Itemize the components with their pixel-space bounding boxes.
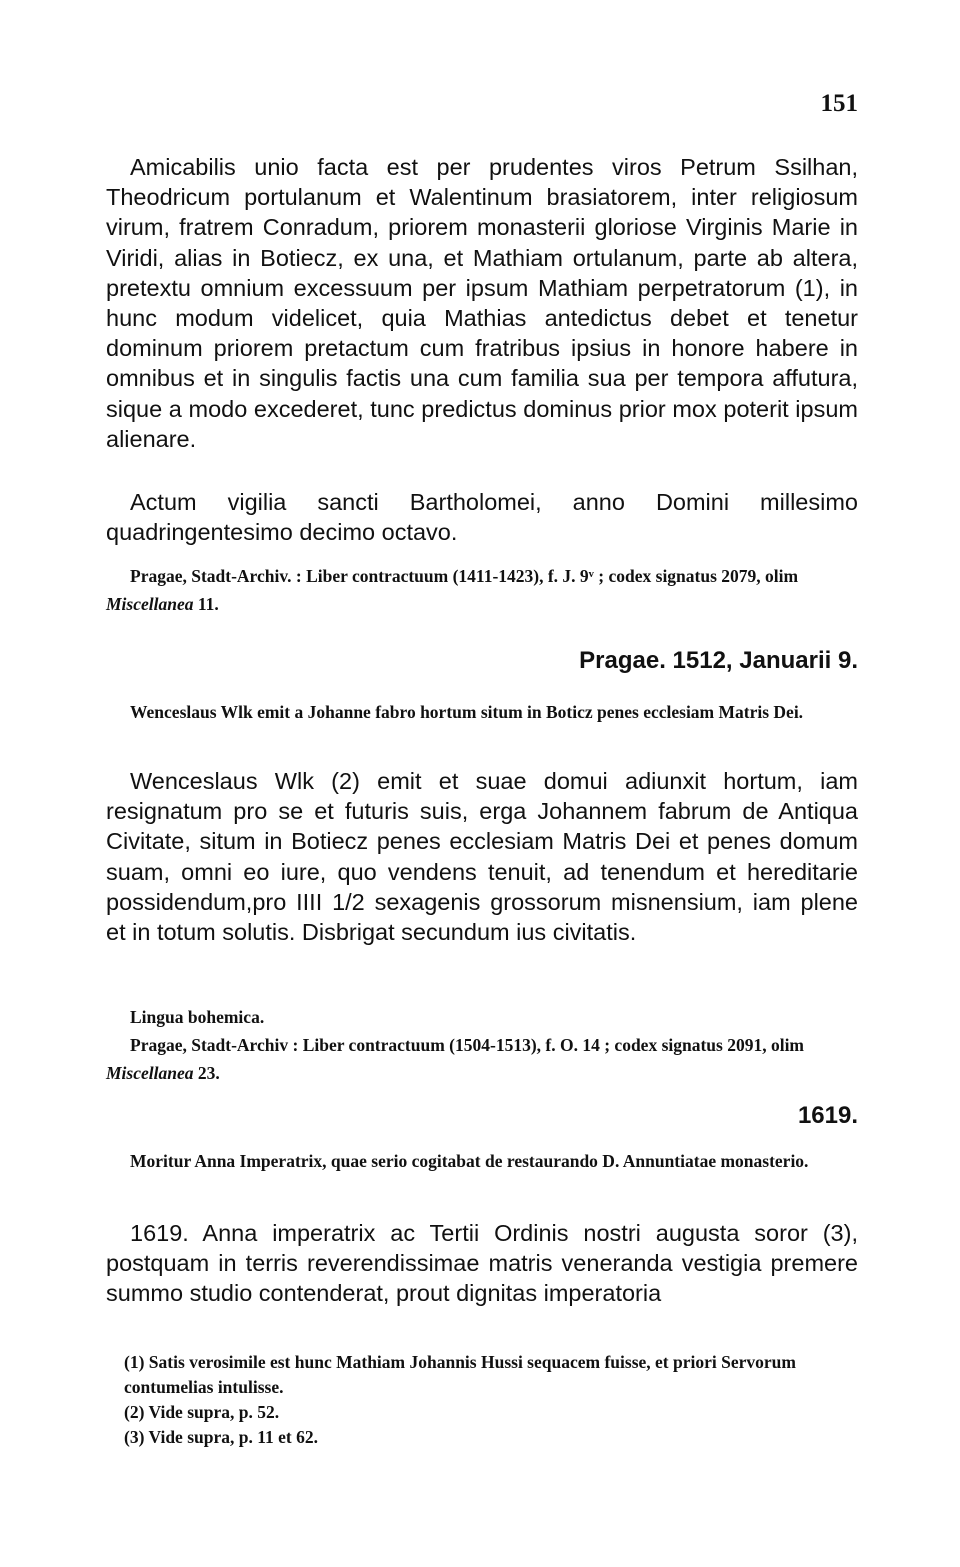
- footnote-1: (1) Satis verosimile est hunc Mathiam Johannis Hussi sequacem fuisse, et priori Servorum contumelias intulisse.: [124, 1352, 796, 1397]
- entry2-notes: [106, 1003, 858, 1087]
- entry2-paragraph: Wenceslaus Wlk (2) emit et suae domui adiunxit hortum, iam resignatum pro se et futuris suis, erga Johannem fabrum de Antiqua Civitate, situm in Botiecz penes ecclesiam Matris Dei et penes domum suam, omni eo iure, quo vendens tenuit, ad tenendum et hereditarie possidendum,pro IIII 1/2 sexagenis grossorum misnensium, iam plene et in totum solutis. Disbrigat secundum ius civitatis.: [106, 768, 858, 946]
- entry1-source-italic: Miscellanea: [106, 594, 194, 614]
- entry3-dateline: 1619.: [797, 1102, 858, 1129]
- entry2-language-note: Lingua bohemica.: [130, 1007, 265, 1027]
- entry1-source-text: Pragae, Stadt-Archiv. : Liber contractuum (1411-1423), f. J. 9ᵛ ; codex signatus 2079, olim: [130, 566, 799, 586]
- entry1-actum-paragraph: Actum vigilia sancti Bartholomei, anno Domini millesimo quadringentesimo decimo octavo.: [106, 489, 858, 546]
- footnote-3: (3) Vide supra, p. 11 et 62.: [124, 1427, 318, 1447]
- entry1-paragraph: Amicabilis unio facta est per prudentes viros Petrum Ssilhan, Theodricum portulanum et Walentinum brasiatorem, inter religiosum virum, fratrem Conradum, priorem monasterii gloriose Virginis Marie in Viridi, alias in Botiecz, ex una, et Mathiam ortulanum, parte ab altera, pretextu omnium excessuum per ipsum Mathiam perpetratorum (1), in hunc modum videlicet, quia Mathias antedictus debet et tenetur dominum priorem pretactum cum fratribus ipsius in honore habere in omnibus et in singulis factis una cum familia sua per tempora affutura, sique a modo excederet, tunc predictus dominus prior mox poterit ipsum alienare.: [106, 154, 858, 452]
- entry2-summary: Wenceslaus Wlk emit a Johanne fabro hortum situm in Boticz penes ecclesiam Matris Dei.: [130, 702, 804, 722]
- footnote-2: (2) Vide supra, p. 52.: [124, 1402, 280, 1422]
- entry3-summary: Moritur Anna Imperatrix, quae serio cogitabat de restaurando D. Annuntiatae monasterio.: [130, 1151, 809, 1171]
- entry2-source-tail: 23.: [193, 1063, 220, 1083]
- entry2-body: [106, 766, 858, 947]
- entry1-source-citation: [106, 562, 858, 618]
- entry2-source-italic: Miscellanea: [106, 1063, 194, 1083]
- page-number: 151: [820, 90, 858, 117]
- entry2-source-citation: [106, 1031, 858, 1087]
- entry3-paragraph: 1619. Anna imperatrix ac Tertii Ordinis nostri augusta soror (3), postquam in terris reverendissimae matris veneranda vestigia premere summo studio contenderat, prout dignitas imperatoria: [106, 1220, 858, 1307]
- footnotes: [106, 1350, 858, 1450]
- entry2-dateline: Pragae. 1512, Januarii 9.: [579, 647, 858, 674]
- entry2-source-text: Pragae, Stadt-Archiv : Liber contractuum (1504-1513), f. O. 14 ; codex signatus 2091, olim: [130, 1035, 805, 1055]
- entry1-source-tail: 11.: [193, 594, 219, 614]
